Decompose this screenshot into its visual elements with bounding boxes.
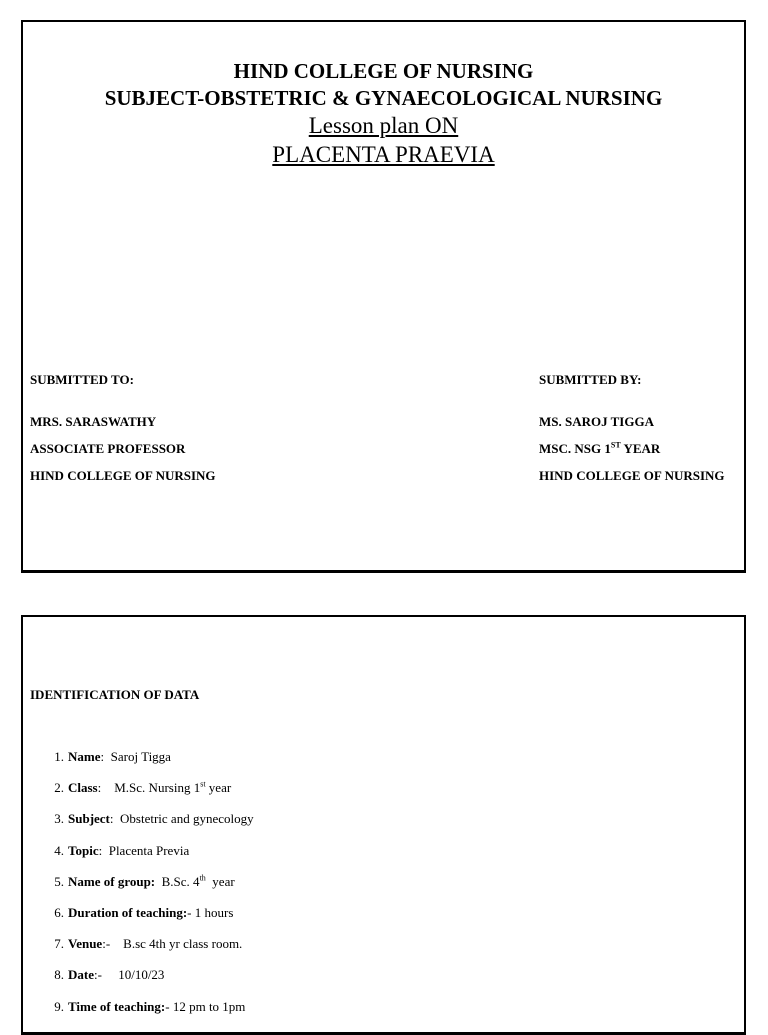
list-item-value: - 12 pm to 1pm (165, 998, 246, 1014)
list-item-key: Time of teaching: (68, 998, 166, 1014)
submitted-to-name: MRS. SARASWATHY (30, 414, 157, 429)
submitted-by-name: MS. SAROJ TIGGA (539, 414, 654, 429)
list-item-number: 6. (54, 904, 64, 920)
submitted-to-institution: HIND COLLEGE OF NURSING (30, 468, 216, 483)
list-item-key: Name of group: (68, 873, 156, 889)
college-title: HIND COLLEGE OF NURSING (233, 59, 534, 83)
list-item-separator: : (109, 811, 114, 827)
list-item-value: B.sc 4th yr class room. (110, 936, 243, 952)
identification-list (45, 749, 254, 1030)
list-item-number: 2. (54, 780, 64, 796)
list-item-superscript: th (199, 873, 206, 883)
list-item-number: 8. (54, 967, 64, 983)
list-item (45, 843, 254, 874)
list-item-number: 4. (54, 842, 64, 858)
submitted-to-designation: ASSOCIATE PROFESSOR (30, 441, 186, 456)
list-item (45, 936, 254, 967)
list-item-key: Duration of teaching: (68, 904, 188, 920)
list-item (45, 780, 254, 811)
list-item-value: Placenta Previa (102, 842, 190, 858)
list-item-key: Topic (68, 842, 99, 858)
list-item-separator: :- (102, 936, 111, 952)
list-item-value: 10/10/23 (101, 967, 165, 983)
list-item-value-suffix: year (205, 780, 232, 796)
title-block (23, 58, 744, 170)
list-item-value: M.Sc. Nursing 1 (101, 780, 201, 796)
list-item-value: Saroj Tigga (104, 749, 171, 764)
list-item-value-suffix: year (205, 873, 235, 889)
topic-heading: PLACENTA PRAEVIA (272, 142, 495, 167)
subject-title: SUBJECT-OBSTETRIC & GYNAECOLOGICAL NURSING (104, 86, 663, 110)
list-item-key: Subject (68, 811, 110, 827)
list-item-key: Class (68, 780, 98, 796)
list-item-superscript: st (200, 779, 206, 789)
list-item-separator: : (98, 842, 103, 858)
list-item (45, 749, 254, 780)
list-item-key: Venue (68, 936, 103, 952)
list-item (45, 874, 254, 905)
list-item-number: 3. (54, 811, 64, 827)
list-item-key: Date (68, 967, 94, 983)
submitted-to-heading: SUBMITTED TO: (30, 372, 134, 387)
submitted-by-heading: SUBMITTED BY: (539, 372, 642, 387)
list-item-number: 5. (54, 873, 64, 889)
submitted-by-institution: HIND COLLEGE OF NURSING (539, 468, 725, 483)
submitted-by-block (539, 372, 725, 489)
list-item (45, 999, 254, 1030)
list-item-value: - 1 hours (187, 904, 234, 920)
identification-page (21, 615, 746, 1035)
list-item-number: 1. (54, 749, 64, 764)
list-item-number: 7. (54, 936, 64, 952)
list-item-separator: :- (94, 967, 102, 983)
list-item-separator: : (100, 749, 105, 764)
cover-page (21, 20, 746, 573)
list-item (45, 967, 254, 998)
list-item-value: Obstetric and gynecology (113, 811, 254, 827)
list-item-key: Name (68, 749, 101, 764)
list-item (45, 905, 254, 936)
lesson-plan-heading: Lesson plan ON (308, 113, 459, 138)
identification-heading: IDENTIFICATION OF DATA (30, 687, 200, 702)
list-item-value: B.Sc. 4 (155, 873, 200, 889)
list-item (45, 811, 254, 842)
list-item-separator: : (97, 780, 102, 796)
submitted-by-designation: MSC. NSG 1ST YEAR (539, 440, 661, 456)
submitted-to-block (30, 372, 216, 489)
list-item-number: 9. (54, 998, 64, 1014)
